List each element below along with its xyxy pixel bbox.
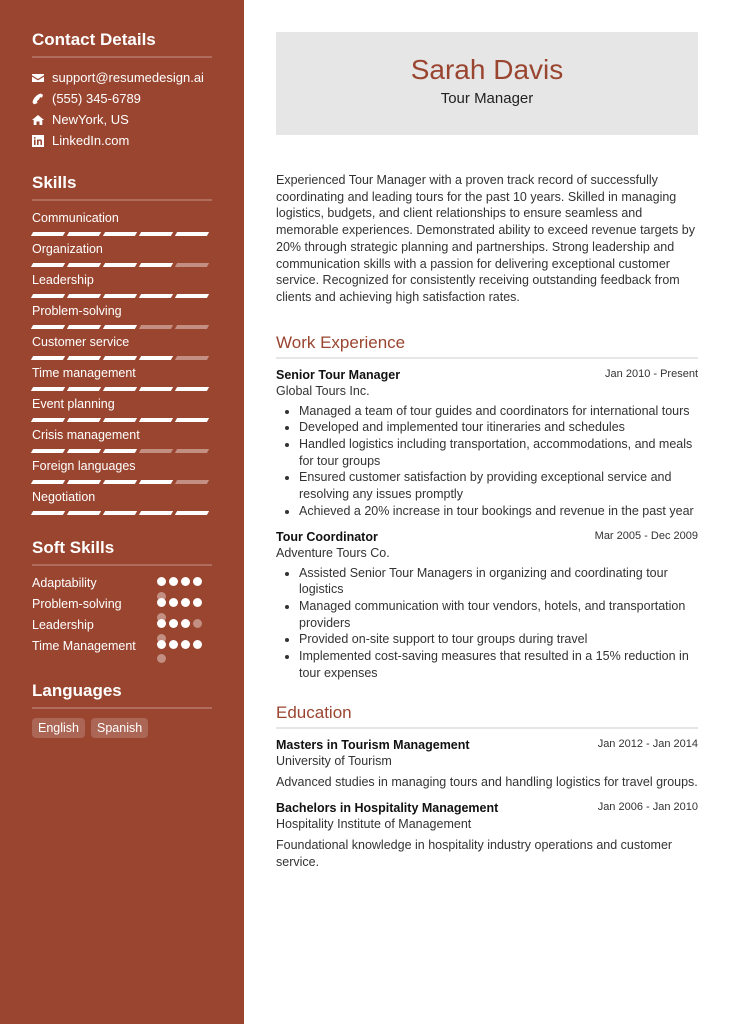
skill-level-bar xyxy=(32,325,212,330)
skill-item xyxy=(32,334,212,361)
skill-level-segment xyxy=(103,449,137,453)
language-tag-spanish: Spanish xyxy=(91,718,148,738)
skill-level-segment xyxy=(31,294,65,298)
home-icon xyxy=(32,114,44,126)
skill-name: Crisis management xyxy=(32,428,140,442)
skill-level-segment xyxy=(103,418,137,422)
skill-level-segment xyxy=(67,387,101,391)
skill-name: Negotiation xyxy=(32,490,96,504)
soft-skill-item xyxy=(32,617,202,638)
job-bullet: • Ensured customer satisfaction by providing exceptional service and resolving any issues promptly xyxy=(299,469,698,502)
soft-skill-name: Time Management xyxy=(32,639,136,653)
soft-skill-rating xyxy=(157,577,202,586)
skill-level-segment xyxy=(139,263,173,267)
rating-dot xyxy=(169,577,178,586)
education-description: Foundational knowledge in hospitality industry operations and customer service. xyxy=(276,838,673,869)
skill-level-segment xyxy=(31,480,65,484)
skill-level-bar xyxy=(32,232,212,237)
skill-level-segment xyxy=(139,232,173,236)
education-entry xyxy=(276,801,698,870)
skill-item xyxy=(32,489,212,516)
skill-level-segment xyxy=(31,232,65,236)
job-entry xyxy=(276,530,698,682)
degree: Masters in Tourism Management xyxy=(276,738,470,753)
skill-name: Communication xyxy=(32,211,119,225)
skill-level-segment xyxy=(175,511,209,515)
education-date: Jan 2006 - Jan 2010 xyxy=(597,801,698,814)
contact-phone-text: (555) 345-6789 xyxy=(52,91,141,106)
skill-level-bar xyxy=(32,511,212,516)
rating-dot xyxy=(157,592,166,601)
skill-level-segment xyxy=(139,294,173,298)
skill-level-segment xyxy=(175,325,209,329)
skill-name: Event planning xyxy=(32,397,115,411)
rating-dot xyxy=(169,640,178,649)
summary: Experienced Tour Manager with a proven track record of successfully coordinating and leading tours for the past 10 years. Skilled in managing logistics, budgets, and client relationships to ensure seamless and memorable experiences. Demonstrated ability to exceed revenue targets by 20% through strategic planning and partnerships. Strong leadership and communication skills with a passion for delivering exceptional customer service. Recognized for consistently receiving outstanding feedback from clients and achieving high satisfaction rates. xyxy=(276,173,695,304)
skill-level-segment xyxy=(139,418,173,422)
skill-level-bar xyxy=(32,449,212,454)
work-experience-title: Work Experience xyxy=(276,333,698,359)
skill-level-segment xyxy=(103,325,137,329)
skill-level-segment xyxy=(31,263,65,267)
skill-item xyxy=(32,241,212,268)
school: University of Tourism xyxy=(276,754,392,769)
skill-level-segment xyxy=(103,356,137,360)
soft-skills-section xyxy=(32,538,212,659)
skill-level-segment xyxy=(139,449,173,453)
skill-level-segment xyxy=(175,294,209,298)
soft-skill-rating xyxy=(157,598,202,607)
job-bullets xyxy=(299,565,698,682)
skill-level-bar xyxy=(32,418,212,423)
contact-section xyxy=(32,30,212,151)
skill-level-segment xyxy=(67,263,101,267)
header xyxy=(276,32,698,135)
language-tag-english: English xyxy=(32,718,85,738)
contact-linkedin[interactable] xyxy=(32,130,212,151)
skill-level-segment xyxy=(139,480,173,484)
skill-level-segment xyxy=(139,511,173,515)
skill-item xyxy=(32,365,212,392)
skill-item xyxy=(32,396,212,423)
linkedin-icon xyxy=(32,135,44,147)
languages-title: Languages xyxy=(32,681,212,709)
skill-name: Customer service xyxy=(32,335,130,349)
skill-name: Foreign languages xyxy=(32,459,136,473)
skill-item xyxy=(32,210,212,237)
skill-level-segment xyxy=(103,263,137,267)
rating-dot xyxy=(181,619,190,628)
soft-skills-title: Soft Skills xyxy=(32,538,212,566)
skill-level-segment xyxy=(31,449,65,453)
contact-title: Contact Details xyxy=(32,30,212,58)
rating-dot xyxy=(169,598,178,607)
skill-level-segment xyxy=(31,418,65,422)
rating-dot xyxy=(181,598,190,607)
candidate-name: Sarah Davis xyxy=(410,54,564,85)
soft-skill-rating xyxy=(157,640,202,649)
main-content xyxy=(276,32,698,881)
skill-level-segment xyxy=(175,480,209,484)
rating-dot xyxy=(157,577,166,586)
skill-level-segment xyxy=(31,325,65,329)
skill-level-segment xyxy=(103,511,137,515)
languages-section xyxy=(32,681,212,738)
job-company: Global Tours Inc. xyxy=(276,383,370,398)
school: Hospitality Institute of Management xyxy=(276,817,472,832)
job-date: Jan 2010 - Present xyxy=(605,367,698,380)
job-bullet: • Achieved a 20% increase in tour bookings and revenue in the past year xyxy=(299,503,698,520)
rating-dot xyxy=(193,598,202,607)
soft-skills-list xyxy=(32,575,212,659)
job-bullet: • Managed communication with tour vendors, hotels, and transportation providers xyxy=(299,598,698,631)
education-entry xyxy=(276,738,698,791)
skill-level-segment xyxy=(139,356,173,360)
skill-level-segment xyxy=(31,356,65,360)
education-description: Advanced studies in managing tours and handling logistics for travel groups. xyxy=(276,775,698,790)
soft-skill-name: Adaptability xyxy=(32,576,97,590)
skills-section xyxy=(32,173,212,516)
soft-skill-name: Problem-solving xyxy=(32,597,122,611)
skill-level-bar xyxy=(32,263,212,268)
rating-dot xyxy=(157,654,166,663)
rating-dot xyxy=(181,577,190,586)
skill-level-segment xyxy=(67,449,101,453)
skill-level-segment xyxy=(139,325,173,329)
skill-level-segment xyxy=(175,263,209,267)
skill-level-segment xyxy=(103,232,137,236)
skill-item xyxy=(32,303,212,330)
sidebar xyxy=(0,0,244,1024)
skill-name: Problem-solving xyxy=(32,304,122,318)
education-date: Jan 2012 - Jan 2014 xyxy=(597,738,698,751)
rating-dot xyxy=(193,619,202,628)
rating-dot xyxy=(157,634,166,643)
job-title: Senior Tour Manager xyxy=(276,367,401,382)
skill-name: Time management xyxy=(32,366,136,380)
skill-level-bar xyxy=(32,356,212,361)
skill-level-segment xyxy=(175,449,209,453)
soft-skill-item xyxy=(32,638,202,659)
skill-level-segment xyxy=(67,294,101,298)
skill-level-bar xyxy=(32,294,212,299)
contact-linkedin-text: LinkedIn.com xyxy=(52,133,130,148)
contact-email-text: support@resumedesign.ai xyxy=(52,70,204,85)
skill-item xyxy=(32,427,212,454)
skill-level-segment xyxy=(175,418,209,422)
rating-dot xyxy=(169,619,178,628)
soft-skill-name: Leadership xyxy=(32,618,94,632)
soft-skill-item xyxy=(32,596,202,617)
job-entry xyxy=(276,368,698,520)
skill-level-segment xyxy=(67,511,101,515)
skill-level-segment xyxy=(31,387,65,391)
contact-location xyxy=(32,109,212,130)
job-bullet: • Managed a team of tour guides and coordinators for international tours xyxy=(299,403,698,420)
education-title: Education xyxy=(276,703,698,729)
skill-item xyxy=(32,458,212,485)
skill-name: Leadership xyxy=(32,273,94,287)
job-company: Adventure Tours Co. xyxy=(276,545,390,560)
skills-title: Skills xyxy=(32,173,212,201)
degree: Bachelors in Hospitality Management xyxy=(276,801,499,816)
job-bullet: • Implemented cost-saving measures that resulted in a 15% reduction in tour expenses xyxy=(299,648,698,681)
job-bullet: • Assisted Senior Tour Managers in organizing and coordinating tour logistics xyxy=(299,565,698,598)
rating-dot xyxy=(181,640,190,649)
skill-level-segment xyxy=(103,387,137,391)
job-bullet: • Handled logistics including transportation, accommodations, and meals for tour groups xyxy=(299,436,698,469)
job-date: Mar 2005 - Dec 2009 xyxy=(594,529,698,542)
job-title: Tour Coordinator xyxy=(276,529,378,544)
candidate-role: Tour Manager xyxy=(440,90,534,107)
rating-dot xyxy=(157,613,166,622)
contact-phone[interactable] xyxy=(32,88,212,109)
contact-email[interactable] xyxy=(32,67,212,88)
skill-item xyxy=(32,272,212,299)
skill-level-segment xyxy=(67,356,101,360)
skill-level-segment xyxy=(103,294,137,298)
skill-level-segment xyxy=(175,356,209,360)
contact-location-text: NewYork, US xyxy=(52,112,129,127)
skill-level-segment xyxy=(67,232,101,236)
skill-level-segment xyxy=(175,232,209,236)
job-bullet: • Provided on-site support to tour groups during travel xyxy=(299,631,698,648)
skill-level-bar xyxy=(32,480,212,485)
skill-level-segment xyxy=(67,480,101,484)
skill-level-segment xyxy=(139,387,173,391)
job-bullet: • Developed and implemented tour itineraries and schedules xyxy=(299,419,698,436)
envelope-icon xyxy=(32,72,44,84)
skill-level-segment xyxy=(67,418,101,422)
skill-level-segment xyxy=(67,325,101,329)
rating-dot xyxy=(193,577,202,586)
soft-skill-item xyxy=(32,575,202,596)
skill-level-segment xyxy=(31,511,65,515)
skill-name: Organization xyxy=(32,242,103,256)
job-bullets xyxy=(299,403,698,520)
skill-level-segment xyxy=(175,387,209,391)
skills-list xyxy=(32,210,212,516)
language-tags xyxy=(32,718,212,738)
skill-level-bar xyxy=(32,387,212,392)
phone-icon xyxy=(32,93,44,105)
skill-level-segment xyxy=(103,480,137,484)
rating-dot xyxy=(193,640,202,649)
soft-skill-rating xyxy=(157,619,202,628)
